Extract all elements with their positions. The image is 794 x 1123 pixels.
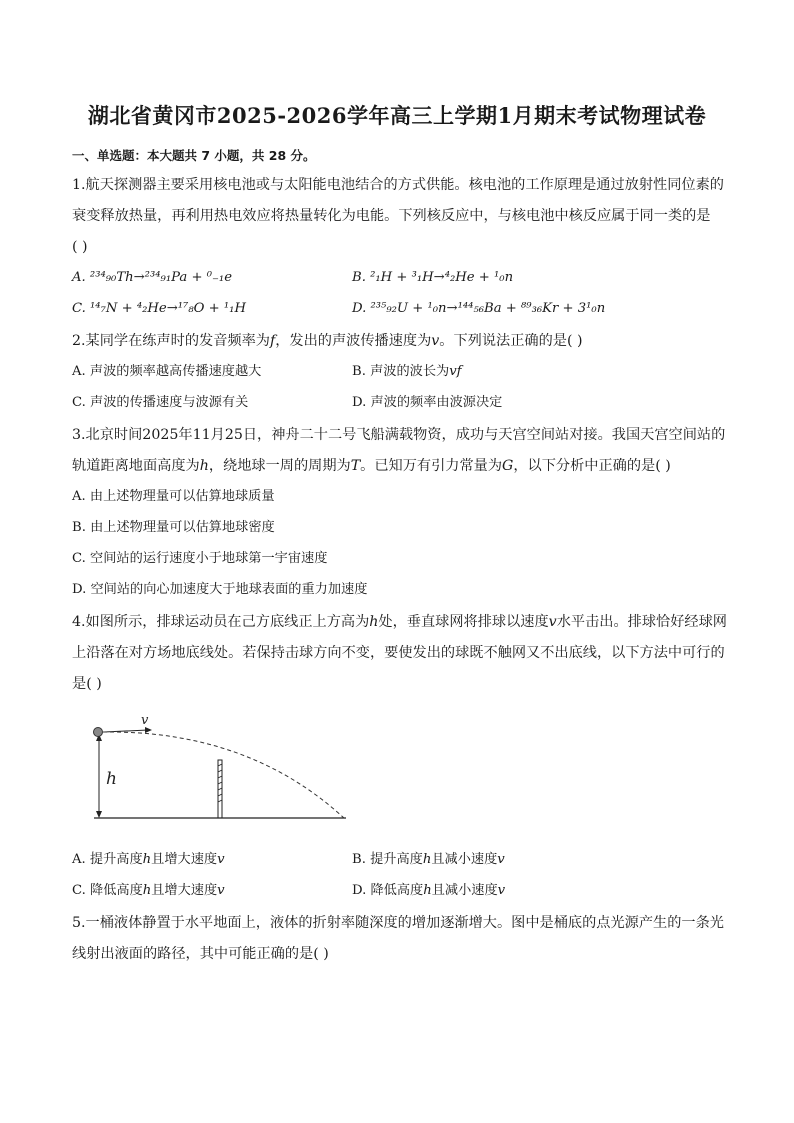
- q4-stem-line3: 是( ): [72, 676, 102, 692]
- q2-stem-line1: 2.某同学在练声时的发音频率为𝑓，发出的声波传播速度为𝑣。下列说法正确的是( ): [72, 333, 583, 349]
- q2-option-a: A. 声波的频率越高传播速度越大: [72, 364, 262, 379]
- q4-stem-line2: 上沿落在对方场地底线处。若保持击球方向不变，要使发出的球既不触网又不出底线，以下方法中可行的: [72, 645, 725, 661]
- q3-option-b: B. 由上述物理量可以估算地球密度: [72, 520, 275, 535]
- height-label: h: [106, 769, 117, 789]
- q2-option-b: B. 声波的波长为𝑣𝑓: [352, 364, 462, 379]
- q4-option-c: C. 降低高度ℎ且增大速度𝑣: [72, 883, 225, 898]
- q3-option-a: A. 由上述物理量可以估算地球质量: [72, 489, 275, 504]
- q5-stem-line1: 5.一桶液体静置于水平地面上，液体的折射率随深度的增加逐渐增大。图中是桶底的点光源产生的一条光: [72, 915, 724, 931]
- ball: [94, 728, 103, 737]
- q3-option-c: C. 空间站的运行速度小于地球第一宇宙速度: [72, 551, 328, 566]
- q1-option-c: C. ¹⁴₇N + ⁴₂He→¹⁷₈O + ¹₁H: [72, 301, 246, 316]
- q4-option-a: A. 提升高度ℎ且增大速度𝑣: [72, 852, 225, 867]
- q2-option-d: D. 声波的频率由波源决定: [352, 395, 503, 410]
- q2-option-c: C. 声波的传播速度与波源有关: [72, 395, 249, 410]
- volleyball-trajectory-diagram: [88, 708, 358, 828]
- exam-title: 湖北省黄冈市2025-2026学年高三上学期1月期末考试物理试卷: [87, 103, 707, 128]
- q5-stem-line2: 线射出液面的路径，其中可能正确的是( ): [72, 946, 329, 962]
- q1-option-d: D. ²³⁵₉₂U + ¹₀n→¹⁴⁴₅₆Ba + ⁸⁹₃₆Kr + 3¹₀n: [352, 301, 606, 316]
- q1-option-a: A. ²³⁴₉₀Th→²³⁴₉₁Pa + ⁰₋₁e: [72, 270, 233, 285]
- q3-option-d: D. 空间站的向心加速度大于地球表面的重力加速度: [72, 582, 368, 597]
- q1-option-b: B. ²₁H + ³₁H→⁴₂He + ¹₀n: [352, 270, 514, 285]
- q3-stem-line2: 轨道距离地面高度为ℎ，绕地球一周的周期为𝑇。已知万有引力常量为𝐺，以下分析中正确的是( ): [72, 458, 671, 474]
- q3-stem-line1: 3.北京时间2025年11月25日，神舟二十二号飞船满载物资，成功与天宫空间站对接。我国天宫空间站的: [72, 427, 726, 443]
- velocity-label: v: [141, 713, 149, 728]
- q1-stem-line3: ( ): [72, 239, 88, 255]
- q4-stem-line1: 4.如图所示，排球运动员在己方底线正上方高为ℎ处，垂直球网将排球以速度𝑣水平击出。排球恰好经球网: [72, 614, 727, 630]
- section-heading: 一、单选题：本大题共 7 小题，共 28 分。: [72, 148, 316, 163]
- trajectory-curve: [103, 732, 344, 818]
- q4-option-d: D. 降低高度ℎ且减小速度𝑣: [352, 883, 506, 898]
- q1-stem-line2: 衰变释放热量，再利用热电效应将热量转化为电能。下列核反应中，与核电池中核反应属于同一类的是: [72, 208, 711, 224]
- height-arrow-head-bottom: [96, 811, 102, 818]
- q4-option-b: B. 提升高度ℎ且减小速度𝑣: [352, 852, 505, 867]
- q1-stem-line1: 1.航天探测器主要采用核电池或与太阳能电池结合的方式供能。核电池的工作原理是通过放射性同位素的: [72, 177, 724, 193]
